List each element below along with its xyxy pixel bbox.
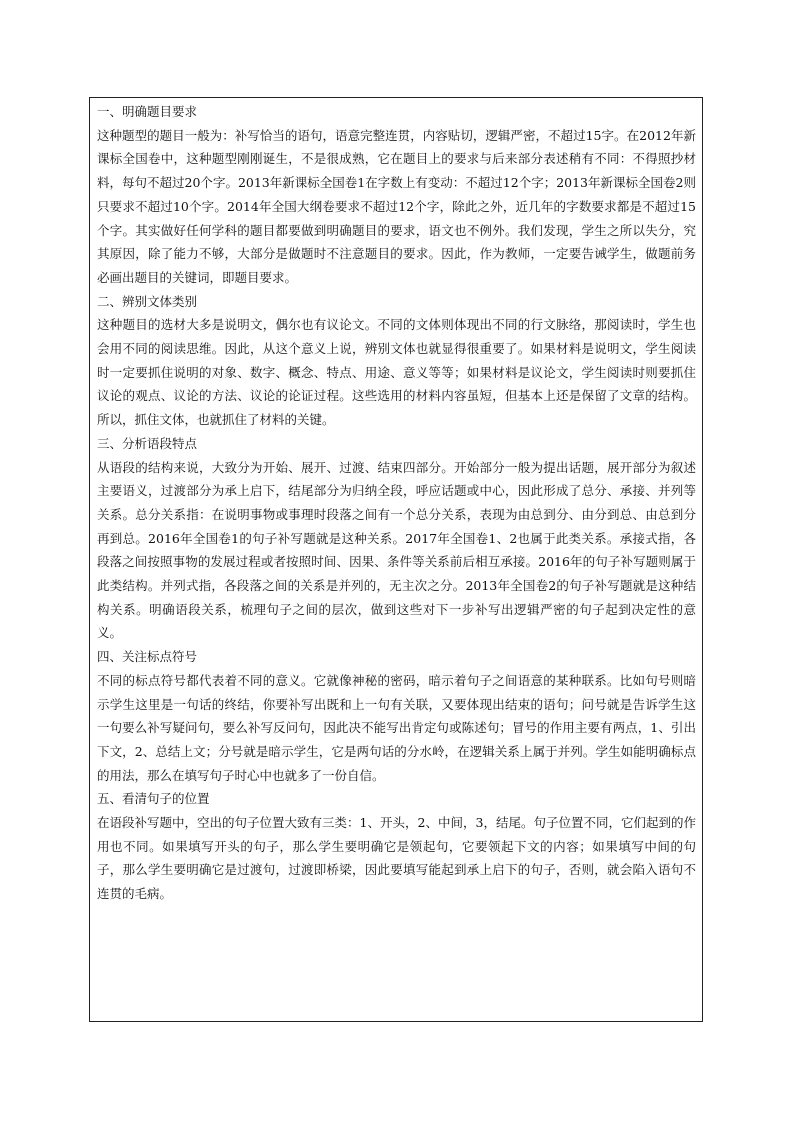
section-3-heading: 三、分析语段特点 (97, 435, 198, 451)
section-2-body: 这种题目的选材大多是说明文，偶尔也有议论文。不同的文体则体现出不同的行文脉络，那阅读时，学生也会用不同的阅读思维。因此，从这个意义上说，辨别文体也就显得很重要了。如果材料是说明文，学生阅读时一定要抓住说明的对象、数字、概念、特点、用途、意义等等；如果材料是议论文，学生阅读时则要抓住议论的观点、议论的方法、议论的论证过程。这些选用的材料内容虽短，但基本上还是保留了文章的结构。所以，抓住文体，也就抓住了材料的关键。 (97, 317, 696, 428)
section-1-heading: 一、明确题目要求 (97, 104, 198, 119)
section-4-heading: 四、关注标点符号 (97, 649, 198, 665)
section-2-heading: 二、辨别文体类别 (97, 293, 198, 309)
section-5-body: 在语段补写题中，空出的句子位置大致有三类：1、开头，2、中间，3，结尾。句子位置不同，它们起到的作用也不同。如果填写开头的句子，那么学生要明确它是领起句，它要领起下文的内容；如果填写中间的句子，那么学生要明确它是过渡句，过渡即桥梁，因此要填写能起到承上启下的句子，否则，就会陷入语句不连贯的毛病。 (97, 815, 696, 902)
content-table-cell (89, 97, 703, 1022)
section-4-body: 不同的标点符号都代表着不同的意义。它就像神秘的密码，暗示着句子之间语意的某种联系。比如句号则暗示学生这里是一句话的终结，你要补写出既和上一句有关联，又要体现出结束的语句；问号就是告诉学生这一句要么补写疑问句，要么补写反问句，因此决不能写出肯定句或陈述句；冒号的作用主要有两点，1、引出下文，2、总结上文；分号就是暗示学生，它是两句话的分水岭，在逻辑关系上属于并列。学生如能明确标点的用法，那么在填写句子时心中也就多了一份自信。 (97, 672, 696, 783)
section-5-heading: 五、看清句子的位置 (97, 791, 210, 807)
section-3-body: 从语段的结构来说，大致分为开始、展开、过渡、结束四部分。开始部分一般为提出话题，展开部分为叙述主要语义，过渡部分为承上启下，结尾部分为归纳全段，呼应话题或中心，因此形成了总分、承接、并列等关系。总分关系指：在说明事物或事理时段落之间有一个总分关系，表现为由总到分、由分到总、由总到分再到总。2016年全国卷1的句子补写题就是这种关系。2017年全国卷1、2也属于此类关系。承接式指，各段落之间按照事物的发展过程或者按照时间、因果、条件等关系前后相互承接。2016年的句子补写题则属于此类结构。并列式指，各段落之间的关系是并列的，无主次之分。2013年全国卷2的句子补写题就是这种结构关系。明确语段关系，梳理句子之间的层次，做到这些对下一步补写出逻辑严密的句子起到决定性的意义。 (97, 459, 696, 641)
section-1-body: 这种题型的题目一般为：补写恰当的语句，语意完整连贯，内容贴切，逻辑严密，不超过15字。在2012年新课标全国卷中，这种题型刚刚诞生，不是很成熟，它在题目上的要求与后来部分表述稍有不同：不得照抄材料，每句不超过20个字。2013年新课标全国卷1在字数上有变动：不超过12个字；2013年新课标全国卷2则只要求不超过10个字。2014年全国大纲卷要求不超过12个字，除此之外，近几年的字数要求都是不超过15个字。其实做好任何学科的题目都要做到明确题目的要求，语文也不例外。我们发现，学生之所以失分，究其原因，除了能力不够，大部分是做题时不注意题目的要求。因此，作为教师，一定要告诫学生，做题前务必画出题目的关键词，即题目要求。 (97, 127, 696, 285)
